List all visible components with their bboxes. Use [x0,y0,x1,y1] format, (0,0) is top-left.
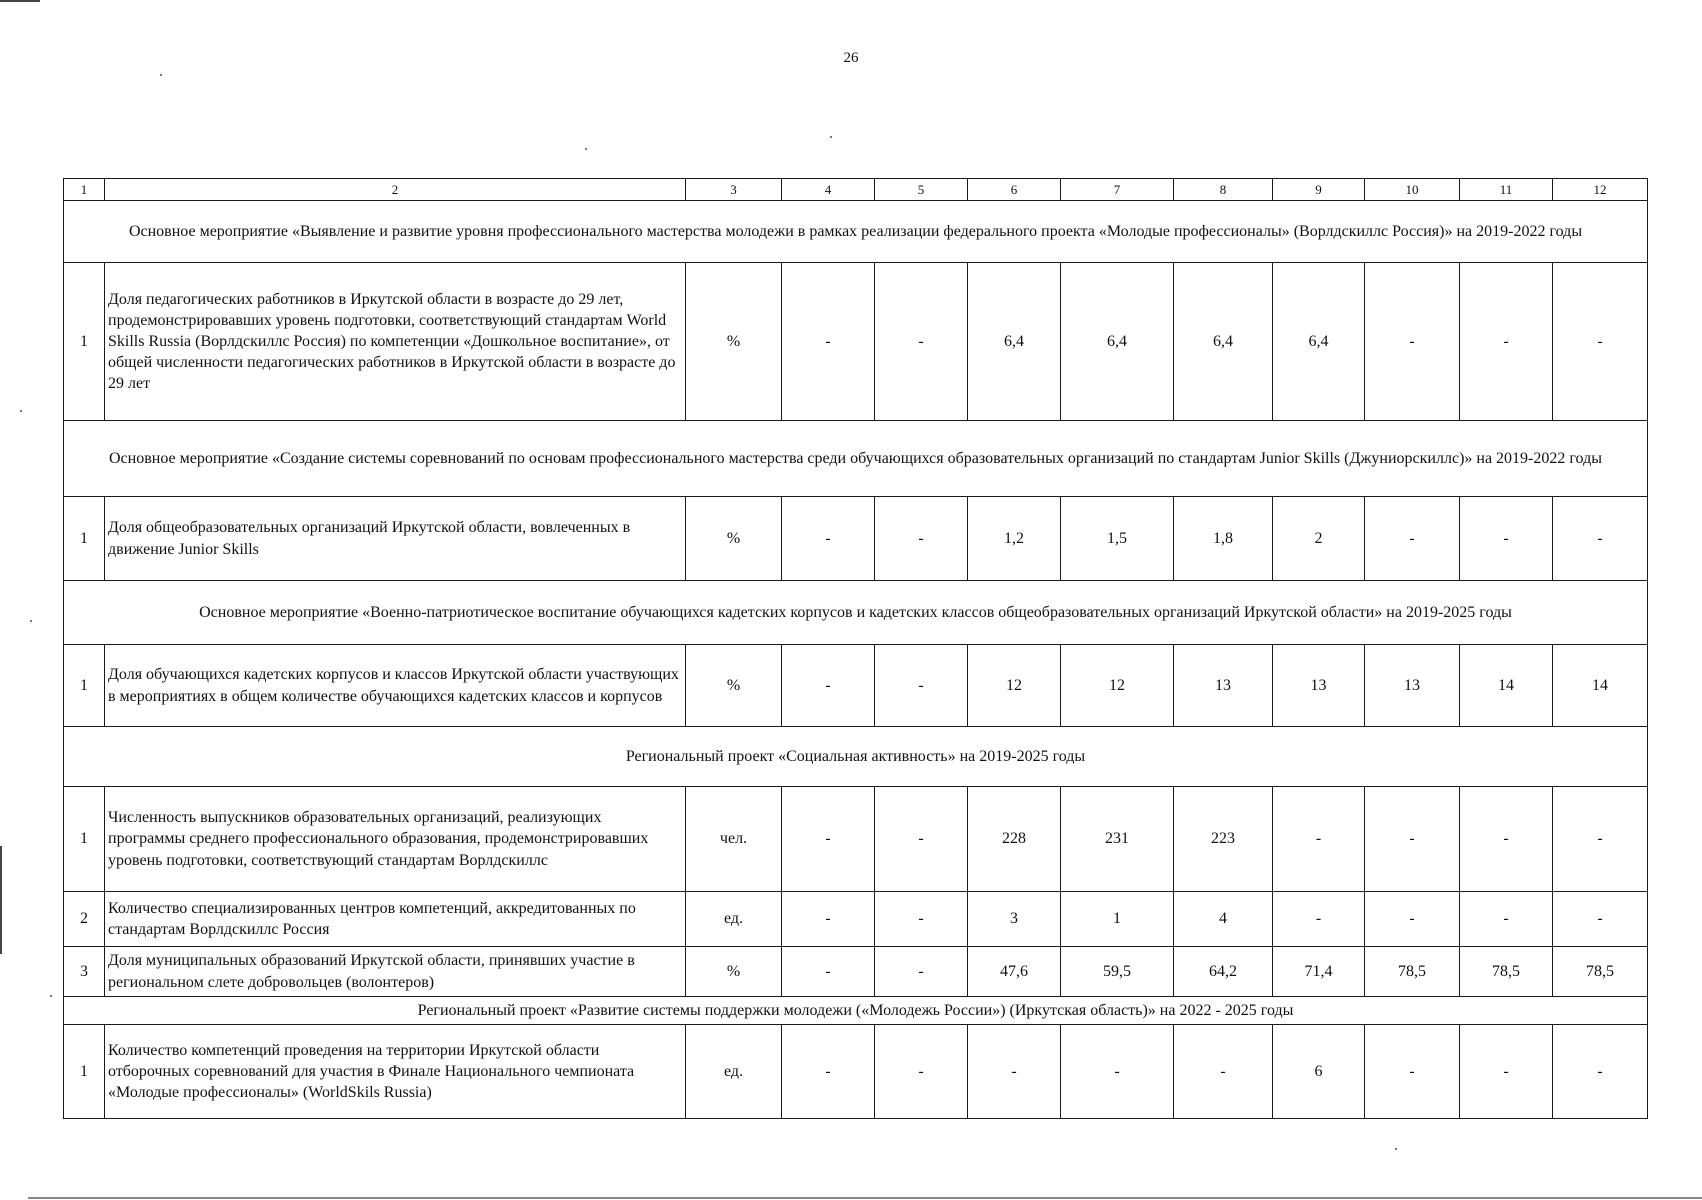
table-row [64,947,1648,997]
value-cell: - [1553,263,1648,421]
value-cell: - [1553,892,1648,947]
value-cell: 223 [1174,787,1273,892]
scan-speck [585,148,587,150]
column-number: 12 [1553,179,1648,201]
value-cell: 6,4 [968,263,1061,421]
scan-speck [20,410,22,412]
indicator-name: Доля педагогических работников в Иркутской области в возрасте до 29 лет, продемонстрировавших уровень подготовки, соответствующий стандартам World Skills Russia (Ворлдскиллс Россия) по компетенции «Дошкольное воспитание», от общей численности педагогических работников в Иркутской области в возрасте до 29 лет [105,263,686,421]
scan-edge-line-top [0,0,40,2]
section-title: Основное мероприятие «Создание системы соревнований по основам профессионального мастерства среди обучающихся образовательных организаций по стандартам Junior Skills (Джуниорскиллс)» на 2019-2022 годы [64,421,1648,497]
value-cell: 3 [968,892,1061,947]
value-cell: - [1365,1025,1460,1119]
value-cell: - [782,497,875,581]
value-cell: - [1553,787,1648,892]
value-cell: 1,2 [968,497,1061,581]
indicator-name: Количество специализированных центров компетенций, аккредитованных по стандартам Ворлдскиллс Россия [105,892,686,947]
column-number: 1 [64,179,105,201]
value-cell: - [1553,1025,1648,1119]
section-row [64,997,1648,1025]
value-cell: 2 [1273,497,1365,581]
value-cell: - [1365,497,1460,581]
column-number: 8 [1174,179,1273,201]
value-cell: 78,5 [1553,947,1648,997]
value-cell: 12 [968,645,1061,727]
value-cell: - [1365,892,1460,947]
value-cell: 231 [1061,787,1174,892]
column-number: 6 [968,179,1061,201]
value-cell: 6 [1273,1025,1365,1119]
unit-cell: % [686,263,782,421]
value-cell: 228 [968,787,1061,892]
scan-edge-line-left [0,846,2,954]
table-row [64,1025,1648,1119]
value-cell: 1,5 [1061,497,1174,581]
scan-speck [1395,1148,1397,1150]
indicators-table [63,178,1648,1119]
value-cell: - [875,947,968,997]
page-number: 26 [843,50,859,66]
value-cell: - [875,1025,968,1119]
value-cell: 4 [1174,892,1273,947]
value-cell: - [1460,497,1553,581]
column-number: 5 [875,179,968,201]
column-number: 4 [782,179,875,201]
row-number: 2 [64,892,105,947]
unit-cell: % [686,947,782,997]
value-cell: 78,5 [1460,947,1553,997]
value-cell: - [1460,263,1553,421]
value-cell: 13 [1273,645,1365,727]
value-cell: 6,4 [1174,263,1273,421]
value-cell: 71,4 [1273,947,1365,997]
value-cell: 1 [1061,892,1174,947]
value-cell: - [782,947,875,997]
scan-speck [30,620,32,622]
unit-cell: ед. [686,892,782,947]
value-cell: - [782,892,875,947]
section-row [64,421,1648,497]
value-cell: - [1553,497,1648,581]
row-number: 1 [64,497,105,581]
value-cell: 6,4 [1273,263,1365,421]
scan-edge-line-bottom [28,1197,1702,1199]
indicator-name: Доля обучающихся кадетских корпусов и классов Иркутской области участвующих в мероприятиях в общем количестве обучающихся кадетских классов и корпусов [105,645,686,727]
value-cell: - [1460,1025,1553,1119]
column-number-row [64,179,1648,201]
scan-speck [830,136,832,138]
row-number: 1 [64,787,105,892]
value-cell: - [1460,787,1553,892]
value-cell: - [1273,892,1365,947]
value-cell: 59,5 [1061,947,1174,997]
value-cell: 13 [1365,645,1460,727]
value-cell: - [875,645,968,727]
column-number: 7 [1061,179,1174,201]
section-title: Региональный проект «Социальная активность» на 2019-2025 годы [64,727,1648,787]
column-number: 3 [686,179,782,201]
scan-speck [50,995,52,997]
value-cell: - [875,497,968,581]
table-row [64,787,1648,892]
value-cell: - [1273,787,1365,892]
value-cell: - [1460,892,1553,947]
table-row [64,645,1648,727]
value-cell: - [1174,1025,1273,1119]
value-cell: 13 [1174,645,1273,727]
value-cell: 64,2 [1174,947,1273,997]
row-number: 1 [64,645,105,727]
section-title: Основное мероприятие «Выявление и развитие уровня профессионального мастерства молодежи в рамках реализации федерального проекта «Молодые профессионалы» (Ворлдскиллс Россия)» на 2019-2022 годы [64,201,1648,263]
section-title: Региональный проект «Развитие системы поддержки молодежи («Молодежь России») (Иркутская область)» на 2022 - 2025 годы [64,997,1648,1025]
value-cell: - [1365,263,1460,421]
column-number: 9 [1273,179,1365,201]
scan-speck [160,74,162,76]
table-row [64,263,1648,421]
value-cell: 47,6 [968,947,1061,997]
row-number: 1 [64,263,105,421]
section-row [64,201,1648,263]
value-cell: 78,5 [1365,947,1460,997]
value-cell: - [782,787,875,892]
value-cell: - [782,1025,875,1119]
value-cell: 6,4 [1061,263,1174,421]
indicator-name: Доля общеобразовательных организаций Иркутской области, вовлеченных в движение Junior Skills [105,497,686,581]
unit-cell: чел. [686,787,782,892]
unit-cell: % [686,497,782,581]
indicator-name: Количество компетенций проведения на территории Иркутской области отборочных соревнований для участия в Финале Национального чемпионата «Молодые профессионалы» (WorldSkils Russia) [105,1025,686,1119]
table-row [64,892,1648,947]
value-cell: 12 [1061,645,1174,727]
value-cell: - [968,1025,1061,1119]
column-number: 2 [105,179,686,201]
row-number: 3 [64,947,105,997]
section-row [64,581,1648,645]
section-title: Основное мероприятие «Военно-патриотическое воспитание обучающихся кадетских корпусов и кадетских классов общеобразовательных организаций Иркутской области» на 2019-2025 годы [64,581,1648,645]
column-number: 10 [1365,179,1460,201]
value-cell: - [1365,787,1460,892]
value-cell: - [782,645,875,727]
section-row [64,727,1648,787]
column-number: 11 [1460,179,1553,201]
value-cell: - [782,263,875,421]
indicator-name: Численность выпускников образовательных организаций, реализующих программы среднего профессионального образования, продемонстрировавших уровень подготовки, соответствующий стандартам Ворлдскиллс [105,787,686,892]
row-number: 1 [64,1025,105,1119]
value-cell: - [875,892,968,947]
indicator-name: Доля муниципальных образований Иркутской области, принявших участие в региональном слете добровольцев (волонтеров) [105,947,686,997]
value-cell: 1,8 [1174,497,1273,581]
unit-cell: ед. [686,1025,782,1119]
value-cell: - [875,787,968,892]
table-row [64,497,1648,581]
value-cell: 14 [1553,645,1648,727]
value-cell: - [875,263,968,421]
unit-cell: % [686,645,782,727]
value-cell: 14 [1460,645,1553,727]
value-cell: - [1061,1025,1174,1119]
